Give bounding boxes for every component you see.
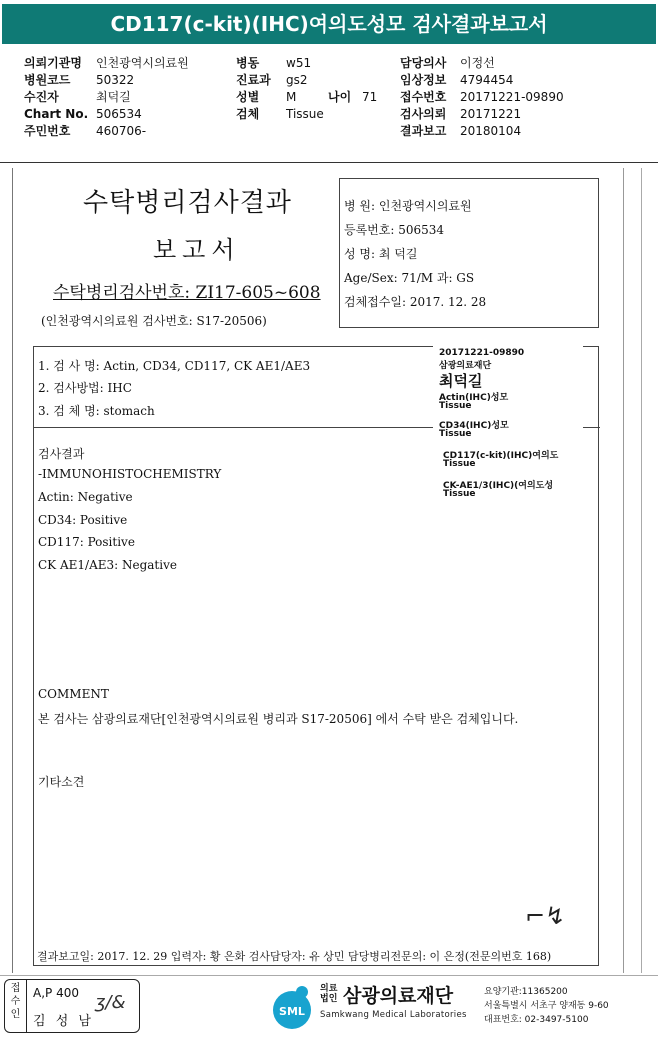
info-value: Tissue bbox=[286, 107, 324, 121]
footer-divider bbox=[0, 975, 658, 976]
info-value: 4794454 bbox=[460, 73, 514, 87]
info-label: 담당의사 bbox=[400, 56, 447, 70]
report-subheading: 보고서 bbox=[153, 236, 241, 264]
exam-line: 2. 검사방법: IHC bbox=[38, 381, 132, 395]
info-column-2 bbox=[236, 55, 377, 123]
sticker-specimen: Tissue bbox=[443, 489, 476, 499]
contact-line: 서울특별시 서초구 양재동 9-60 bbox=[484, 1001, 609, 1011]
info-value: 460706- bbox=[96, 124, 147, 138]
info-value: 50322 bbox=[96, 73, 135, 87]
info-label: 진료과 bbox=[236, 73, 271, 87]
patient-age-sex: Age/Sex: 71/M 과: GS bbox=[344, 271, 475, 285]
info-value: 506534 bbox=[96, 107, 142, 121]
stamp-name: 김 성 남 bbox=[33, 1014, 94, 1029]
info-row bbox=[400, 55, 564, 72]
info-value: gs2 bbox=[286, 73, 308, 87]
contact-line: 요양기관:11365200 bbox=[484, 987, 568, 997]
exam-line: 1. 검 사 명: Actin, CD34, CD117, CK AE1/AE3 bbox=[38, 359, 311, 373]
info-label: 병원코드 bbox=[24, 73, 71, 87]
info-value: w51 bbox=[286, 56, 312, 70]
receipt-stamp bbox=[4, 979, 140, 1033]
patient-box bbox=[339, 178, 599, 328]
info-row bbox=[24, 123, 189, 140]
patient-reg-no: 등록번호: 506534 bbox=[344, 223, 445, 237]
info-row bbox=[24, 72, 189, 89]
other-findings-label: 기타소견 bbox=[38, 775, 85, 789]
sticker-specimen: Tissue bbox=[443, 459, 476, 469]
info-row bbox=[400, 106, 564, 123]
org-name: 삼광의료재단 bbox=[343, 985, 454, 1007]
age-label: 나이 bbox=[328, 90, 352, 104]
comment-label: COMMENT bbox=[38, 687, 109, 701]
sticker-patient: 최덕길 bbox=[439, 372, 483, 390]
logo-prefix: 의료 법인 bbox=[320, 984, 338, 1004]
report-title-bar bbox=[2, 4, 656, 44]
info-row bbox=[24, 89, 189, 106]
info-label: 임상정보 bbox=[400, 73, 447, 87]
info-label: 검사의뢰 bbox=[400, 107, 447, 121]
info-label: 검체 bbox=[236, 107, 260, 121]
info-column-1 bbox=[24, 55, 189, 140]
sticker-specimen: Tissue bbox=[439, 401, 472, 411]
result-line: CD34: Positive bbox=[38, 513, 128, 527]
info-value: M bbox=[286, 90, 297, 104]
result-line: CD117: Positive bbox=[38, 535, 135, 549]
info-column-3 bbox=[400, 55, 564, 140]
org-english-name: Samkwang Medical Laboratories bbox=[320, 1010, 467, 1020]
reference-number: (인천광역시의료원 검사번호: S17-20506) bbox=[41, 314, 267, 328]
info-label: 성별 bbox=[236, 90, 260, 104]
report-heading: 수탁병리검사결과 bbox=[83, 188, 292, 218]
info-row bbox=[400, 123, 564, 140]
info-label: 의뢰기관명 bbox=[24, 56, 82, 70]
sticker-receipt-no: 20171221-09890 bbox=[439, 348, 525, 358]
result-line: 검사결과 bbox=[38, 447, 85, 461]
info-label: 접수번호 bbox=[400, 90, 447, 104]
info-row bbox=[236, 106, 377, 123]
sml-logo-icon bbox=[268, 984, 316, 1030]
info-row bbox=[24, 55, 189, 72]
stamp-code: A,P 400 bbox=[33, 986, 79, 1000]
info-value: 인천광역시의료원 bbox=[96, 56, 189, 70]
info-label: 주민번호 bbox=[24, 124, 71, 138]
sticker-test: Actin(IHC)성모 bbox=[439, 393, 509, 403]
info-row bbox=[236, 55, 377, 72]
result-line: CK AE1/AE3: Negative bbox=[38, 558, 177, 572]
stamp-side-label: 접 수 인 bbox=[5, 980, 27, 1032]
info-value: 20171221-09890 bbox=[460, 90, 564, 104]
scanned-report bbox=[12, 168, 624, 973]
sticker-org: 삼광의료재단 bbox=[439, 361, 492, 371]
info-row bbox=[236, 89, 377, 106]
sticker-test: CK-AE1/3(IHC)(여의도성 bbox=[443, 481, 554, 491]
info-row bbox=[400, 72, 564, 89]
result-line: -IMMUNOHISTOCHEMISTRY bbox=[38, 467, 222, 481]
report-number: 수탁병리검사번호: ZI17-605~608 bbox=[53, 283, 321, 303]
info-row bbox=[236, 72, 377, 89]
specimen-label-sticker bbox=[433, 344, 583, 502]
sticker-test: CD117(c-kit)(IHC)여의도 bbox=[443, 451, 559, 461]
report-title: CD117(c-kit)(IHC)여의도성모 검사결과보고서 bbox=[110, 12, 548, 36]
info-value: 20180104 bbox=[460, 124, 522, 138]
age-value: 71 bbox=[362, 90, 378, 104]
comment-text: 본 검사는 삼광의료재단[인천광역시의료원 병리과 S17-20506] 에서 수탁 받은 검체입니다. bbox=[38, 712, 519, 726]
stamp-signature: ʒ/& bbox=[95, 992, 126, 1013]
patient-name: 성 명: 최 덕길 bbox=[344, 247, 418, 261]
info-value: 최덕길 bbox=[96, 90, 131, 104]
result-line: Actin: Negative bbox=[38, 490, 133, 504]
info-label: 수진자 bbox=[24, 90, 59, 104]
report-footer: 결과보고일: 2017. 12. 29 입력자: 황 은화 검사담당자: 유 상민 담당병리전문의: 이 은정(전문의번호 168) bbox=[37, 950, 552, 963]
info-value: 이정선 bbox=[460, 56, 495, 70]
contact-line: 대표번호: 02-3497-5100 bbox=[484, 1015, 589, 1025]
info-row bbox=[24, 106, 189, 123]
info-label: 결과보고 bbox=[400, 124, 447, 138]
sticker-test: CD34(IHC)성모 bbox=[439, 421, 509, 431]
patient-hospital: 병 원: 인천광역시의료원 bbox=[344, 199, 472, 213]
info-value: 20171221 bbox=[460, 107, 522, 121]
page-edge bbox=[641, 168, 642, 973]
info-row bbox=[400, 89, 564, 106]
org-contact bbox=[484, 985, 609, 1027]
patient-receipt-date: 검체접수일: 2017. 12. 28 bbox=[344, 295, 487, 309]
logo-text: SML bbox=[279, 1005, 305, 1018]
sticker-specimen: Tissue bbox=[439, 429, 472, 439]
pathologist-signature: ⌐↯ bbox=[525, 902, 566, 930]
info-label: 병동 bbox=[236, 56, 260, 70]
header-divider bbox=[0, 162, 658, 163]
exam-line: 3. 검 체 명: stomach bbox=[38, 404, 155, 418]
info-label: Chart No. bbox=[24, 107, 89, 121]
